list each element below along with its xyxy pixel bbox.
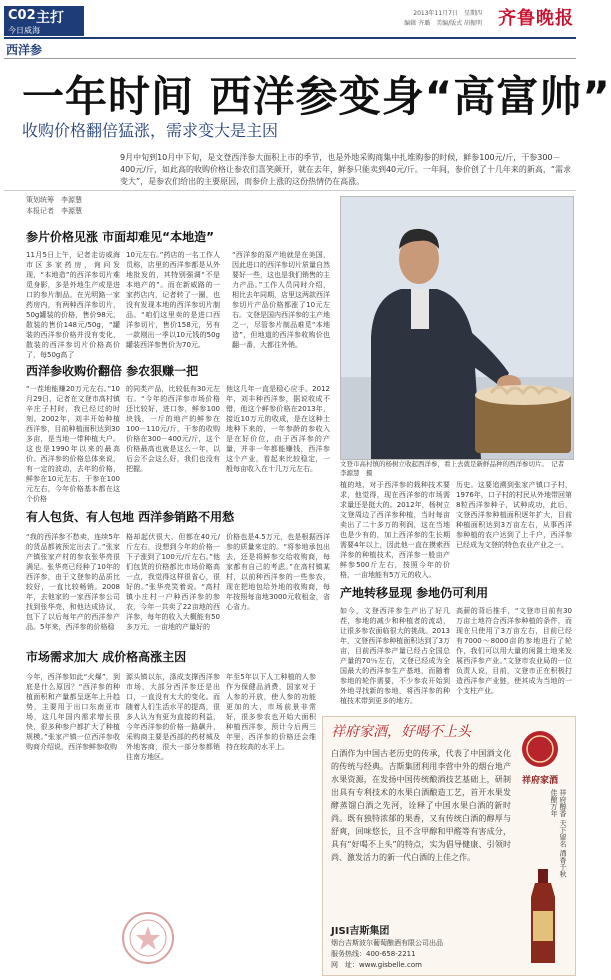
section-1-col-3: “西洋参的原产地就是在美国，因此进口的西洋参切片质量自然要好一些，这也是我们销售的主力产品。”工作人员同时介绍，相比去年同期，店里这两款西洋参切片产品价格都涨了10元左右。文登是国内西洋参的主产地之一，尽管参片制品难觅“本地造”，但地道的西洋参收购价也翻一番，大都往外销。 (232, 251, 330, 349)
farmer-photo-illustration (341, 197, 573, 459)
brand-seal-icon (515, 729, 565, 769)
section-rule (4, 58, 576, 59)
right-col-subtitle: 产地转移显现 参地仍可利用 (340, 586, 489, 600)
ad-website: 网 址：www.gisbelle.com (331, 961, 422, 969)
byline (26, 195, 82, 217)
lede-rule (4, 190, 576, 191)
liquor-bottle-icon (523, 867, 563, 967)
liquor-advertisement (322, 716, 576, 976)
section-3-col-1: “我的西洋参不愁卖，连续5年的货品都被预定出去了。”张家产镇张家产村的参农张华亮很满足。张华亮已经种了10年的西洋参，由于文登参的品质比较好，一直比较畅销。2008年，去他家的一家西洋参公司找到张华亮，和他达成协议，包下了以后每年产的西洋参产品。5年来，西洋参的价格稳 (26, 533, 120, 631)
section-4-col-2: 源头镇以东，涤成支撑西洋参市场，大部分西洋参还是出口，一直没有太大的变化。而随着人们生活水平的提高，很多人认为有更为直接的利益，今年西洋参的价格一路飙升，采购商主要是西部的药材城及外地客商，很大一部分参都销往南方地区。 (126, 673, 220, 761)
section-name: 主打 (36, 10, 64, 26)
ad-brand-name: 祥府家酒 (521, 776, 558, 786)
farmer-photo (340, 196, 574, 460)
byline-reporter: 本报记者 李源慧 (26, 207, 82, 215)
headline: 一年时间 西洋参变身“高富帅” (22, 72, 611, 121)
section-1-col-2: 10元左右。”药店的一名工作人员称，店里的西洋参都是从外地批发的，其特别强调“不是本地产的”。而在新威路的一家药店内，记者转了一圈，也没有发现本地的西洋参切片制品。“咱们这里卖的是进口西洋参切片，售价158元，另有一款刚出一季以10元钱的50g罐装西洋参售价为70元。 (126, 251, 220, 349)
ad-company-logo: JISI吉斯集团 (331, 926, 390, 937)
section-4-title: 市场需求加大 成价格高涨主因 (26, 650, 187, 664)
section-2-col-2: 的同类产品，比较低有30元左右。“今年的西洋参市场价格还比较好，进口参，鲜参100块钱，一斤的地产的鲜参在100－110元/斤，干参的收购价格在300－400元/斤，这个价格最高也就是这么一年，以后会不会这么好，我们也没有把握。 (126, 385, 220, 473)
section-4-col-3: 年至5年以下人工种植的人参作为保健品消费，国家对于人参的开放，使人参的功能更加的大，市场前景非常好，很多参农也开始大面积种植西洋参，预计今后两三年里，西洋参的价格还会维持在较高的水平上。 (226, 673, 316, 751)
section-2-col-1: “一茬地能赚20万元左右。”10月29日，记者在文登市高村镇辛庄子村时，我已经过的时刻。2002年，刘丰开始种植西洋参，目前种植面积达到30多亩，是当地一带种植大户。这也是1990年以来的最高价。西洋参的价格总体来说，有一定的波动，去年的价格，鲜参在10元左右，干参在100元左右，今年价格基本都在这个价格 (26, 385, 120, 503)
publisher-stamp-icon (120, 910, 176, 966)
ad-hotline: 服务热线：400-658-2211 (331, 950, 416, 958)
photo-caption: 文登市高村镇的杨树立收起西洋参，看上去就是新鲜品种的西洋参切片。 记者 李源慧 摄 (340, 460, 571, 477)
right-col-text-1: 植的地，对于西洋参的栽种技术要求，他觉得，现在西洋参的市场需求量还是挺大的。2012年，杨树立文登周边了西洋参种植，当时每亩卖出了二十多万的利润，这在当地也是少有的，加上西洋参的生长期需要4年以上，因此他一直在摸索西洋参的种植技术，西洋参一般亩产鲜参500斤左右，按照今年的价格，一亩地能有5万元的收入。 (340, 481, 450, 579)
section-3-title: 有人包货、有人包地 西洋参销路不用愁 (26, 510, 235, 524)
editor-credits: 编辑 齐璐 美编/版式 胡振明 (404, 20, 482, 27)
right-col-text-2: 历史。这要追溯到张家产镇口子村，1976年，口子村的村民从外地带回第8粒西洋参种子，试种成功，此后，文登西洋参种植面积逐年扩大，目前种植面积达到3万亩左右，从事西洋参种植的农户达到了上千户，西洋参已经成为文登的特色农业产业之一。 (456, 481, 572, 549)
page-number: C02 (8, 8, 36, 23)
section-1-title: 参片价格见涨 市面却难见“本地造” (26, 230, 214, 244)
ad-slogan: 祥府家酒，好喝不上头 (331, 724, 471, 740)
lede-paragraph: 9月中旬到10月中下旬，是文登西洋参大面积上市的季节，也是外地采购商集中扎堆购参的时候，鲜参100元/斤，干参300－400元/斤，如此高的收购价格让参农们喜笑颜开，就在去年，鲜参只能卖到40元/斤。一年间，参价创了十几年来的新高，“需求变大”，是参农们给出的主要原因，而参价上涨的这份热情仍在高涨。 (120, 153, 571, 186)
newspaper-logo: 齐鲁晚报 (498, 8, 574, 29)
right-col-text-3: 如今，文登西洋参生产出了好几茬，参地的减少和种植者的流动，让很多参农面临很大的挑战。2013年，文登西洋参种植面积达到了3万亩，目前西洋参产量已经占全国总产量的70％左右，文登已经成为全国最大的西洋参生产基地，而随着参地的轮作需要，不少参农开始到外地寻找新的参地，将西洋参的种植技术带到更多的地方。 (340, 607, 450, 705)
byline-planner: 策划统筹 李源慧 (26, 196, 82, 204)
date-line: 2013年11月7日 星期四 (413, 10, 482, 17)
subheadline: 收购价格翻倍猛涨，需求变大是主因 (22, 121, 279, 140)
ad-company-name: 烟台吉斯波尔葡萄酿酒有限公司出品 (331, 939, 443, 947)
ad-poem: 祥府醇香 天下留名 酒香千秋 佳酿万年 (550, 789, 567, 878)
right-col-text-4: 高薪的背后推手，“文登市目前有30万亩土地符合西洋参种植的条件，而现在只使用了3万亩左右，目前已经有7000～8000亩的参地进行了轮作，我们可以用大量的闲置土地来发展西洋参产业。”文登市农业局的一位负责人说，目前，文登市正在积极打造西洋参产业链，使其成为当地的一个支柱产业。 (456, 607, 572, 695)
section-2-col-3: 他这几年一直是稳心应手。2012年，刘丰种西洋参，据说收成不错，他这个鲜参价格在2013年，接近10万元的收成，是在这种土地种下来的，一年参龄的参收入是在好价位，由于西洋参的产量，并非一年都能赚钱，西洋参这个产业，看起来比较稳定，一般每亩收入在十几万元左右。 (226, 385, 330, 473)
section-label: 西洋参 (6, 43, 43, 57)
section-2-title: 西洋参收购价翻倍 参农狠赚一把 (26, 364, 199, 378)
section-3-col-2: 格却起伏很大，但都在40元/斤左右，没想到今年的价格一下子涨到了100元/斤左右。”他们包货的价格都比市场价略高一点，我觉得这样很省心，很好的。”张华亮笑着说。“高村镇小庄村一户种西洋参的参农，今年一共卖了22亩地的西洋参，每年的收入大概能有50多万元，一亩地的产量好的 (126, 533, 220, 631)
section-subtitle: 今日威海 (8, 26, 40, 35)
section-1-col-1: 11月5日上午，记者走访威海市区多家药房，询问发现，“本地造”的西洋参切片难觅身影，多是外地生产或是进口的参片制品。在光明路一家药房内，有两种西洋参切片，50g罐装的价格，售价98元，散装的售价148元/50g，“罐装的西洋参价格并没有变化，散装的西洋参切片价格高价了，每50g高了 (26, 251, 120, 359)
masthead-banner (4, 6, 84, 36)
section-3-col-3: 价格也是4.5万元，也是根据西洋参的质量来定的。“将参地承包出去，还是将鲜参交给收购商，每家都有自己的考虑。”在高村镇某村，以前种西洋参的一些参农，现在把地包给外地的收购商，每年按照每亩地3000元收租金，省心省力。 (226, 533, 330, 611)
ad-body: 白酒作为中国古老历史的传承，代表了中国酒文化的传统与经典。吉斯集团利用李营中外的烟台地产水果资源，在发扬中国传统酿酒技艺基础上，研制出具有专利技术的水果白酒酿造工艺，首开水果发酵蒸馏白酒之先河，诠释了中国水果白酒的新时尚。既有独特浓郁的果香，又有传统白酒的醇厚与舒爽，回味悠长，且不含甲醇和甲醛等有害成分，具有“好喝不上头”的特点，实为倡导健康、引领时尚、激发活力的新一代白酒的上佳之作。 (331, 749, 511, 862)
masthead-rule (4, 37, 576, 39)
section-4-col-1: 今年，西洋参如此“火爆”，到底是什么原因？“西洋参的种植面积和产量都呈逐年上升趋势，主要用于出口东南亚市场，这几年国内需求增长很快，很多种参户都扩大了种植规模。”张家产镇一位西洋参收购商介绍说，西洋参鲜参收购 (26, 673, 120, 751)
